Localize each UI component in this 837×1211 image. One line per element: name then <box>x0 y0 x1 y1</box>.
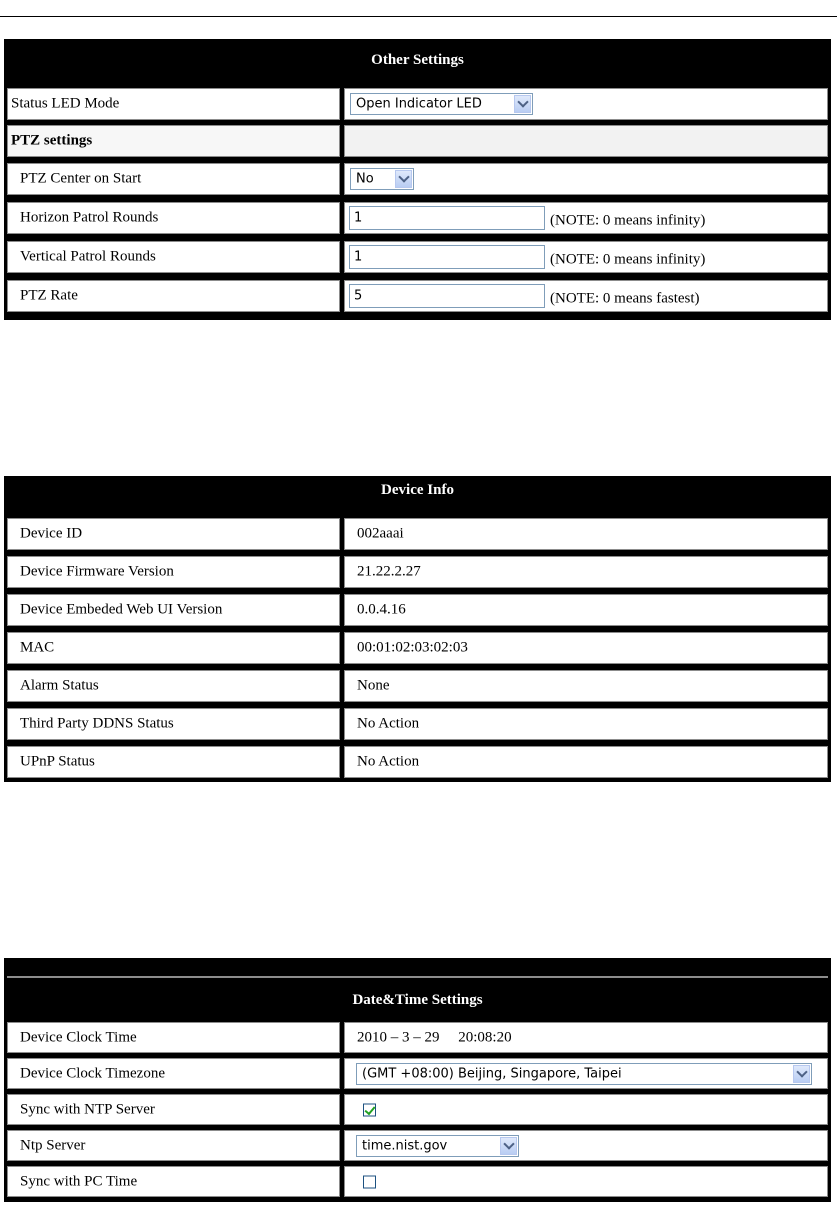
sync-ntp-label: Sync with NTP Server <box>20 1101 155 1117</box>
datetime-settings-panel <box>4 958 831 1202</box>
info-value: No Action <box>357 715 420 732</box>
chevron-down-icon <box>398 171 409 182</box>
sync-ntp-row <box>7 1094 828 1125</box>
info-row-ddns <box>7 708 828 740</box>
ptz-rate-label: PTZ Rate <box>20 287 78 304</box>
info-label: Device Firmware Version <box>20 563 174 580</box>
sync-pc-row <box>7 1166 828 1197</box>
ntp-server-select[interactable]: time.nist.gov <box>356 1135 519 1157</box>
info-label: MAC <box>20 639 55 656</box>
info-row-device-id <box>7 518 828 550</box>
info-label: Device Embeded Web UI Version <box>20 601 223 618</box>
info-row-mac <box>7 632 828 664</box>
device-info-panel <box>4 476 831 782</box>
clock-time-label: Device Clock Time <box>20 1029 137 1045</box>
info-label: Alarm Status <box>20 677 99 694</box>
ptz-center-label: PTZ Center on Start <box>20 170 142 187</box>
ntp-server-label: Ntp Server <box>20 1137 86 1153</box>
ntp-server-row <box>7 1130 828 1161</box>
horizon-patrol-row <box>7 202 828 234</box>
timezone-row <box>7 1058 828 1089</box>
chevron-down-icon <box>503 1138 514 1149</box>
horizon-patrol-input[interactable]: 1 <box>349 206 545 230</box>
info-value: 21.22.2.27 <box>357 563 421 580</box>
panel-top-rule <box>7 976 828 978</box>
info-row-firmware <box>7 556 828 588</box>
ptz-rate-note: (NOTE: 0 means fastest) <box>550 290 700 307</box>
info-value: 0.0.4.16 <box>357 601 406 618</box>
info-label: Third Party DDNS Status <box>20 715 174 732</box>
info-value: 002aaai <box>357 525 404 542</box>
clock-time-row <box>7 1022 828 1053</box>
other-settings-panel <box>4 39 831 320</box>
horizon-patrol-label: Horizon Patrol Rounds <box>20 209 159 226</box>
ptz-rate-input[interactable]: 5 <box>349 284 545 308</box>
vertical-patrol-note: (NOTE: 0 means infinity) <box>550 251 706 268</box>
info-label: Device ID <box>20 525 83 542</box>
timezone-label: Device Clock Timezone <box>20 1065 165 1081</box>
ptz-section-row <box>7 125 828 157</box>
sync-pc-label: Sync with PC Time <box>20 1173 138 1189</box>
chevron-down-icon <box>517 96 528 107</box>
status-led-select[interactable]: Open Indicator LED <box>350 93 533 115</box>
status-led-row <box>7 88 828 120</box>
vertical-patrol-label: Vertical Patrol Rounds <box>20 248 156 265</box>
horizon-patrol-note: (NOTE: 0 means infinity) <box>550 212 706 229</box>
sync-pc-checkbox[interactable] <box>363 1175 376 1188</box>
vertical-patrol-input[interactable]: 1 <box>349 245 545 269</box>
other-settings-title: Other Settings <box>371 52 464 68</box>
ptz-rate-row <box>7 280 828 312</box>
info-row-alarm <box>7 670 828 702</box>
device-info-title: Device Info <box>381 482 454 498</box>
info-value: None <box>357 677 390 694</box>
ptz-center-row <box>7 163 828 195</box>
sync-ntp-checkbox[interactable] <box>363 1103 376 1116</box>
status-led-label: Status LED Mode <box>11 95 120 112</box>
info-row-upnp <box>7 746 828 778</box>
info-value: 00:01:02:03:02:03 <box>357 639 468 656</box>
checkmark-icon <box>364 1103 375 1115</box>
timezone-select[interactable]: (GMT +08:00) Beijing, Singapore, Taipei <box>356 1063 812 1085</box>
info-value: No Action <box>357 753 420 770</box>
page-top-rule <box>0 16 837 17</box>
vertical-patrol-row <box>7 241 828 273</box>
info-label: UPnP Status <box>20 753 95 770</box>
chevron-down-icon <box>796 1066 807 1077</box>
clock-time-value: 2010 – 3 – 29 20:08:20 <box>357 1029 512 1045</box>
ptz-section-label: PTZ settings <box>11 132 93 149</box>
ptz-center-select[interactable]: No <box>350 168 414 190</box>
datetime-settings-title: Date&Time Settings <box>352 992 483 1008</box>
info-row-web-ui <box>7 594 828 626</box>
